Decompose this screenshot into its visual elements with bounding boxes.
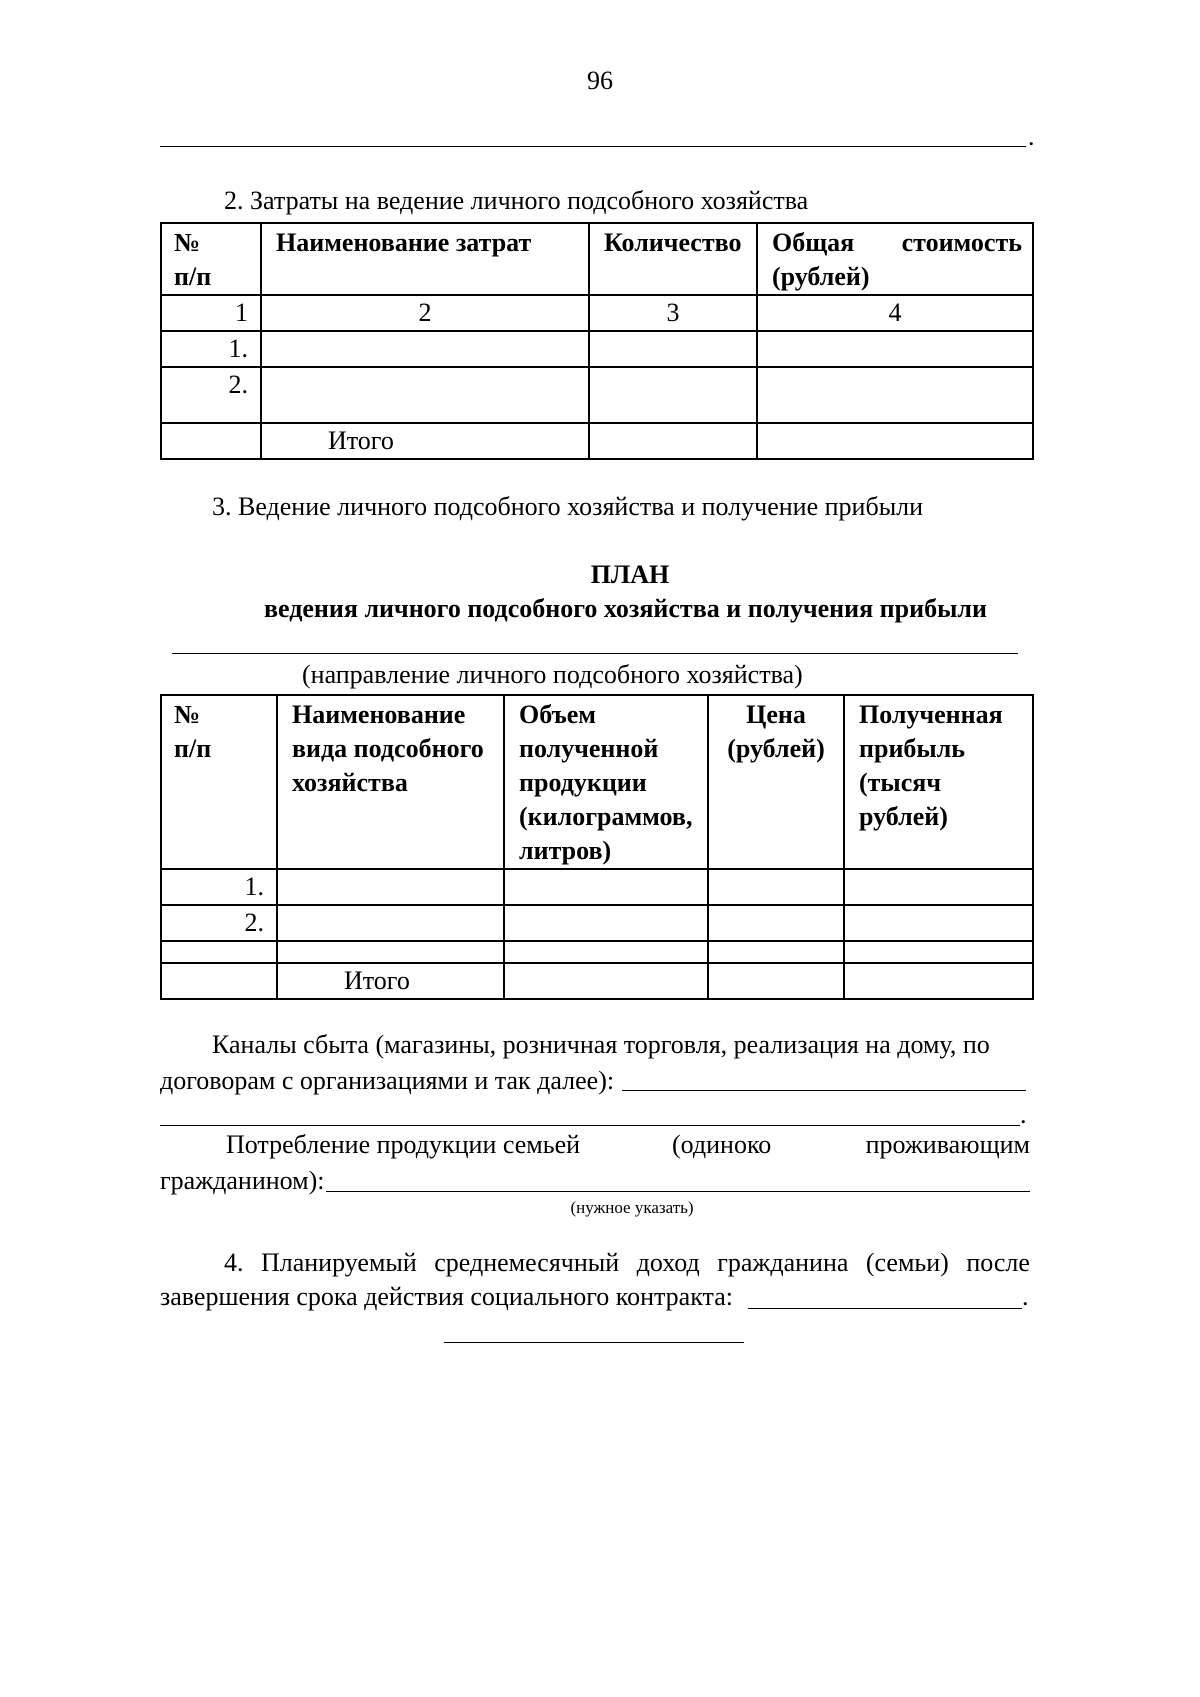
direction-blank-line[interactable] [172, 653, 1018, 654]
plan-col-volume-l4: (килограммов, [519, 802, 693, 831]
costs-colnum-3: 3 [589, 295, 757, 331]
plan-col-profit-l3: (тысяч [859, 768, 941, 797]
plan-col-profit-l1: Полученная [859, 700, 1003, 729]
consumption-line2: гражданином): [160, 1166, 325, 1195]
section4-word: доход [636, 1248, 700, 1277]
costs-col-total-w1: Общая [772, 228, 855, 257]
costs-cell-name[interactable] [261, 331, 589, 367]
sales-channels-blank-2[interactable] [160, 1125, 1020, 1126]
costs-col-name: Наименование затрат [276, 228, 532, 257]
plan-col-volume-l2: полученной [519, 734, 659, 763]
costs-cell-quantity[interactable] [589, 367, 757, 423]
income-blank[interactable] [748, 1308, 1022, 1309]
costs-row-number: 2. [161, 367, 261, 423]
plan-row-number: 2. [161, 905, 277, 941]
plan-col-profit-l2: прибыль [859, 734, 966, 763]
sales-channels-blank[interactable] [622, 1090, 1026, 1091]
costs-colnum-2: 2 [261, 295, 589, 331]
plan-cell-type[interactable] [277, 905, 504, 941]
plan-col-type-l2: вида подсобного [292, 734, 484, 763]
plan-cell-price[interactable] [708, 941, 844, 963]
plan-total-row [161, 963, 1033, 999]
section4-line2: завершения срока действия социального контракта: [160, 1282, 733, 1311]
costs-row [161, 331, 1033, 367]
costs-col-number-label: № [174, 228, 201, 257]
costs-colnum-1: 1 [161, 295, 261, 331]
plan-cell-volume[interactable] [504, 905, 708, 941]
plan-col-volume-l5: литров) [519, 836, 612, 865]
section4-line1 [224, 1248, 1030, 1278]
costs-header-row [161, 223, 1033, 295]
costs-col-number-label-2: п/п [174, 262, 212, 291]
costs-total-sum[interactable] [757, 423, 1033, 459]
plan-subtitle: ведения личного подсобного хозяйства и получения прибыли [264, 594, 987, 623]
costs-row-number: 1. [161, 331, 261, 367]
plan-col-type-l1: Наименование [292, 700, 466, 729]
costs-total-quantity[interactable] [589, 423, 757, 459]
consumption-w3: проживающим [865, 1130, 1030, 1159]
plan-col-price-l1: Цена [746, 700, 806, 729]
plan-col-number-l2: п/п [174, 734, 212, 763]
consumption-w1: Потребление продукции семьей [226, 1130, 581, 1159]
plan-cell-profit[interactable] [844, 941, 1033, 963]
plan-cell-profit[interactable] [844, 905, 1033, 941]
plan-row [161, 905, 1033, 941]
costs-colnum-row [161, 295, 1033, 331]
section2-title: 2. Затраты на ведение личного подсобного хозяйства [224, 186, 809, 215]
plan-col-number-l1: № [174, 700, 201, 729]
section4-word: Планируемый [260, 1248, 417, 1277]
costs-cell-quantity[interactable] [589, 331, 757, 367]
plan-col-type-l3: хозяйства [292, 768, 408, 797]
plan-row [161, 941, 1033, 963]
plan-row [161, 869, 1033, 905]
costs-cell-total[interactable] [757, 367, 1033, 423]
plan-col-price-l2: (рублей) [727, 734, 825, 763]
plan-total-profit[interactable] [844, 963, 1033, 999]
consumption-blank[interactable] [326, 1191, 1030, 1192]
top-blank-line [160, 146, 1026, 147]
plan-total-label: Итого [277, 963, 504, 999]
plan-header-row [161, 695, 1033, 869]
bottom-separator [444, 1342, 744, 1343]
costs-cell-total[interactable] [757, 331, 1033, 367]
consumption-w2: (одиноко [672, 1130, 772, 1159]
plan-title: ПЛАН [590, 560, 670, 589]
costs-col-total-w2: стоимость [901, 228, 1022, 257]
direction-caption: (направление личного подсобного хозяйства) [302, 660, 803, 689]
section4-word: гражданина [717, 1248, 849, 1277]
top-period: . [1028, 122, 1035, 151]
costs-cell-name[interactable] [261, 367, 589, 423]
plan-cell-price[interactable] [708, 869, 844, 905]
section4-word: 4. [224, 1248, 244, 1277]
plan-cell-profit[interactable] [844, 869, 1033, 905]
plan-cell-volume[interactable] [504, 869, 708, 905]
costs-col-total-unit: (рублей) [772, 262, 870, 291]
plan-row-number: 1. [161, 869, 277, 905]
consumption-caption: (нужное указать) [570, 1198, 694, 1217]
section3-title: 3. Ведение личного подсобного хозяйства и получение прибыли [212, 492, 924, 521]
costs-total-row [161, 423, 1033, 459]
sales-channels-line1: Каналы сбыта (магазины, розничная торговля, реализация на дому, по [212, 1030, 990, 1059]
plan-col-volume-l3: продукции [519, 768, 647, 797]
section4-word: среднемесячный [434, 1248, 620, 1277]
plan-cell-type[interactable] [277, 869, 504, 905]
sales-channels-line2: договорам с организациями и так далее): [160, 1066, 615, 1095]
plan-cell-volume[interactable] [504, 941, 708, 963]
plan-col-profit-l4: рублей) [859, 802, 948, 831]
costs-col-quantity: Количество [604, 228, 742, 257]
page-number: 96 [587, 66, 613, 95]
section4-word: после [966, 1248, 1030, 1277]
costs-total-label: Итого [261, 423, 589, 459]
costs-colnum-4: 4 [757, 295, 1033, 331]
costs-table [160, 222, 1034, 460]
section4-period: . [1022, 1282, 1029, 1311]
plan-row-number [161, 941, 277, 963]
sales-channels-period: . [1020, 1100, 1027, 1129]
plan-table [160, 694, 1034, 1000]
plan-total-volume[interactable] [504, 963, 708, 999]
section4-word: (семьи) [865, 1248, 949, 1277]
plan-cell-type[interactable] [277, 941, 504, 963]
costs-row [161, 367, 1033, 423]
plan-col-volume-l1: Объем [519, 700, 596, 729]
plan-total-price[interactable] [708, 963, 844, 999]
plan-cell-price[interactable] [708, 905, 844, 941]
